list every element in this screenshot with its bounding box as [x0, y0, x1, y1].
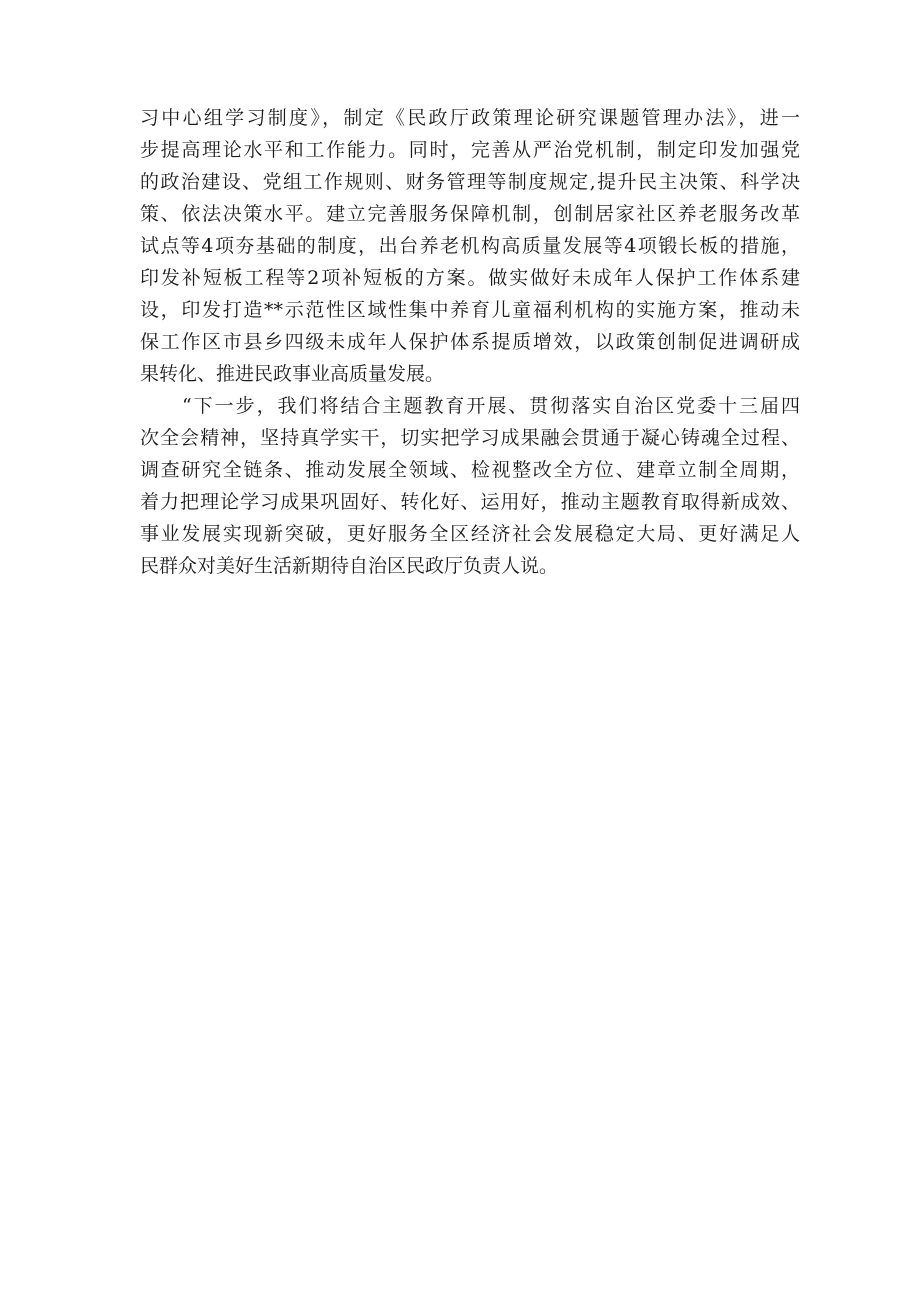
paragraph-1 — [140, 102, 800, 390]
paragraph-2 — [140, 390, 800, 582]
text-line: 调查研究全链条、推动发展全领域、检视整改全方位、建章立制全周期， — [140, 459, 800, 481]
text-line: “下一步，我们将结合主题教育开展、贯彻落实自治区党委十三届四 — [140, 395, 800, 417]
text-line: 次全会精神，坚持真学实干，切实把学习成果融会贯通于凝心铸魂全过程、 — [140, 427, 800, 449]
text-line: 设，印发打造**示范性区域性集中养育儿童福利机构的实施方案，推动未 — [140, 299, 800, 321]
text-line: 事业发展实现新突破，更好服务全区经济社会发展稳定大局、更好满足人 — [140, 523, 800, 545]
text-line: 步提高理论水平和工作能力。同时，完善从严治党机制，制定印发加强党 — [140, 139, 800, 161]
text-line: 习中心组学习制度》，制定《民政厅政策理论研究课题管理办法》，进一 — [140, 107, 800, 129]
text-line: 试点等4项夯基础的制度，出台养老机构高质量发展等4项锻长板的措施， — [140, 235, 800, 257]
text-line: 保工作区市县乡四级未成年人保护体系提质增效，以政策创制促进调研成 — [140, 331, 800, 353]
text-line: 的政治建设、党组工作规则、财务管理等制度规定,提升民主决策、科学决 — [140, 171, 800, 193]
text-line: 印发补短板工程等2项补短板的方案。做实做好未成年人保护工作体系建 — [140, 267, 800, 289]
text-line: 果转化、推进民政事业高质量发展。 — [140, 363, 445, 385]
text-line: 民群众对美好生活新期待自治区民政厅负责人说。 — [140, 555, 559, 577]
document-body — [140, 102, 800, 582]
text-line: 着力把理论学习成果巩固好、转化好、运用好，推动主题教育取得新成效、 — [140, 491, 800, 513]
text-line: 策、依法决策水平。建立完善服务保障机制，创制居家社区养老服务改革 — [140, 203, 800, 225]
